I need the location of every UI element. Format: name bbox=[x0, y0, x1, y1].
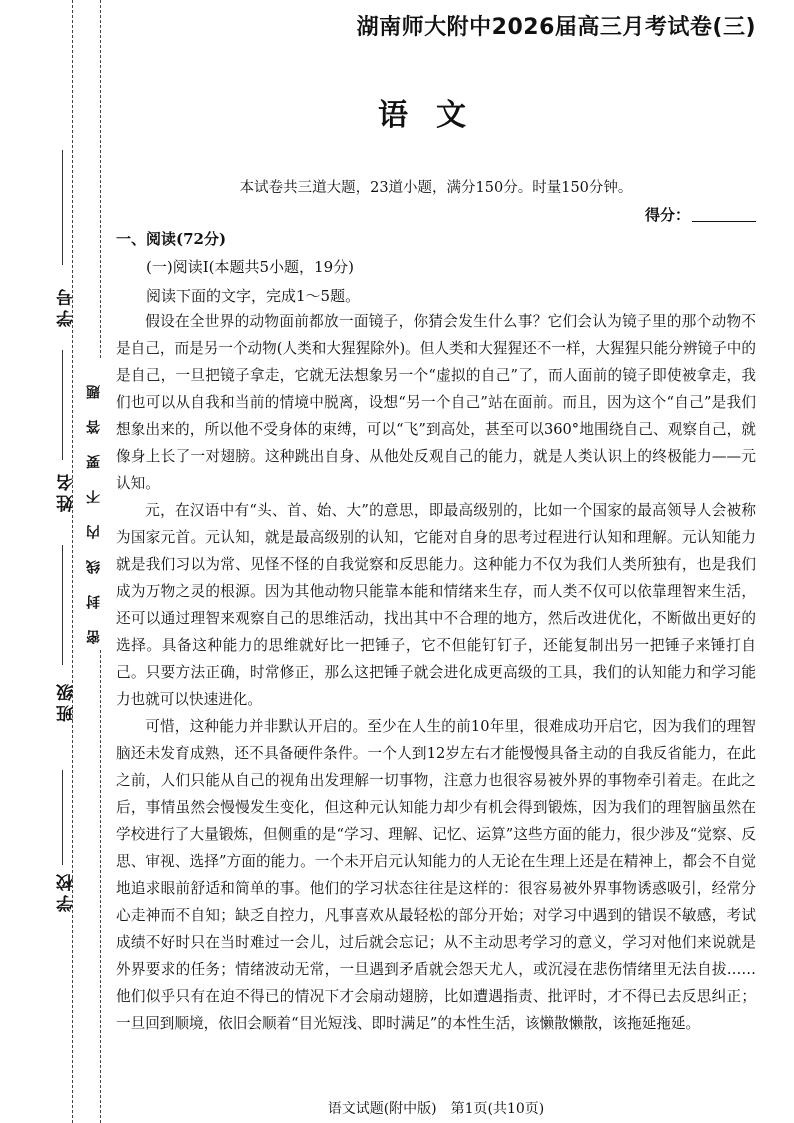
section-title: 一、阅读(72分) bbox=[116, 230, 227, 248]
seal-line-notice: 密封线内不要答题 bbox=[84, 360, 104, 648]
passage-paragraph: 可惜，这种能力并非默认开启的。至少在人生的前10年里，很难成功开启它，因为我们的理智脑还未发育成熟，还不具备硬件条件。一个人到12岁左右才能慢慢具备主动的自我反省能力，在此之前，人们只能从自己的视角出发理解一切事物，注意力也很容易被外界的事物牵引着走。在此之后，事情虽然会慢慢发生变化，但这种元认知能力却少有机会得到锻炼，因为我们的理智脑虽然在学校进行了大量锻炼，但侧重的是“学习、理解、记忆、运算”这些方面的能力，很少涉及“觉察、反思、审视、选择”方面的能力。一个未开启元认知能力的人无论在生理上还是在精神上，都会不自觉地追求眼前舒适和简单的事。他们的学习状态往往是这样的：很容易被外界事物诱惑吸引，经常分心走神而不自知；缺乏自控力，凡事喜欢从最轻松的部分开始；对学习中遇到的错误不敏感，考试成绩不好时只在当时难过一会儿，过后就会忘记；从不主动思考学习的意义，学习对他们来说就是外界要求的任务；情绪波动无常，一旦遇到矛盾就会怨天尤人，或沉浸在悲伤情绪里无法自拔……他们似乎只有在迫不得已的情况下才会扇动翅膀，比如遭遇指责、批评时，才不得已去反思纠正；一旦回到顺境，依旧会顺着“目光短浅、即时满足”的本性生活，该懒散懒散，该拖延拖延。 bbox=[116, 718, 756, 1032]
number-blank[interactable] bbox=[62, 150, 63, 265]
name-blank[interactable] bbox=[62, 350, 63, 460]
score-blank[interactable] bbox=[692, 221, 756, 222]
binding-margin bbox=[0, 0, 112, 1123]
number-label: 学号 bbox=[57, 285, 77, 327]
page-footer: 语文试题(附中版) 第1页(共10页) bbox=[327, 1101, 545, 1117]
score-label: 得分： bbox=[644, 206, 690, 224]
binding-line-outer bbox=[72, 0, 73, 1123]
exam-info: 本试卷共三道大题，23道小题，满分150分。时量150分钟。 bbox=[239, 180, 633, 196]
reading-passage bbox=[116, 308, 756, 1037]
school-label: 学校 bbox=[57, 870, 77, 912]
school-blank[interactable] bbox=[62, 770, 63, 865]
class-label: 班级 bbox=[57, 680, 77, 722]
passage-paragraph: 元，在汉语中有“头、首、始、大”的意思，即最高级别的，比如一个国家的最高领导人会被称为国家元首。元认知，就是最高级别的认知，它能对自身的思考过程进行认知和理解。元认知能力就是我们习以为常、见怪不怪的自我觉察和反思能力。这种能力不仅为我们人类所独有，也是我们成为万物之灵的根源。因为其他动物只能靠本能和情绪来生存，而人类不仅可以依靠理智来生活，还可以通过理智来观察自己的思维活动，找出其中不合理的地方，然后改进优化，不断做出更好的选择。具备这种能力的思维就好比一把锤子，它不但能钉钉子，还能复制出另一把锤子来锤打自己。只要方法正确，时常修正，那么这把锤子就会进化成更高级的工具，我们的认知能力和学习能力也就可以快速进化。 bbox=[116, 502, 756, 708]
name-label: 姓名 bbox=[57, 470, 77, 512]
subsection-title: (一)阅读Ⅰ(本题共5小题，19分) bbox=[146, 258, 354, 276]
passage-paragraph: 假设在全世界的动物面前都放一面镜子，你猜会发生什么事？它们会认为镜子里的那个动物不是自己，而是另一个动物(人类和大猩猩除外)。但人类和大猩猩还不一样，大猩猩只能分辨镜子中的是自己，一旦把镜子拿走，它就无法想象另一个“虚拟的自己”了，而人面前的镜子即使被拿走，我们也可以从自我和当前的情境中脱离，设想“另一个自己”站在面前。而且，因为这个“自己”是我们想象出来的，所以他不受身体的束缚，可以“飞”到高处，甚至可以360°地围绕自己、观察自己，就像身上长了一对翅膀。这种跳出自身、从他处反观自己的能力，就是人类认识上的终极能力——元认知。 bbox=[116, 313, 756, 492]
class-blank[interactable] bbox=[62, 545, 63, 665]
exam-title: 湖南师大附中2026届高三月考试卷(三) bbox=[356, 15, 756, 40]
subject-title: 语文 bbox=[378, 98, 494, 133]
score-field bbox=[645, 204, 756, 225]
reading-instruction: 阅读下面的文字，完成1～5题。 bbox=[146, 287, 361, 305]
